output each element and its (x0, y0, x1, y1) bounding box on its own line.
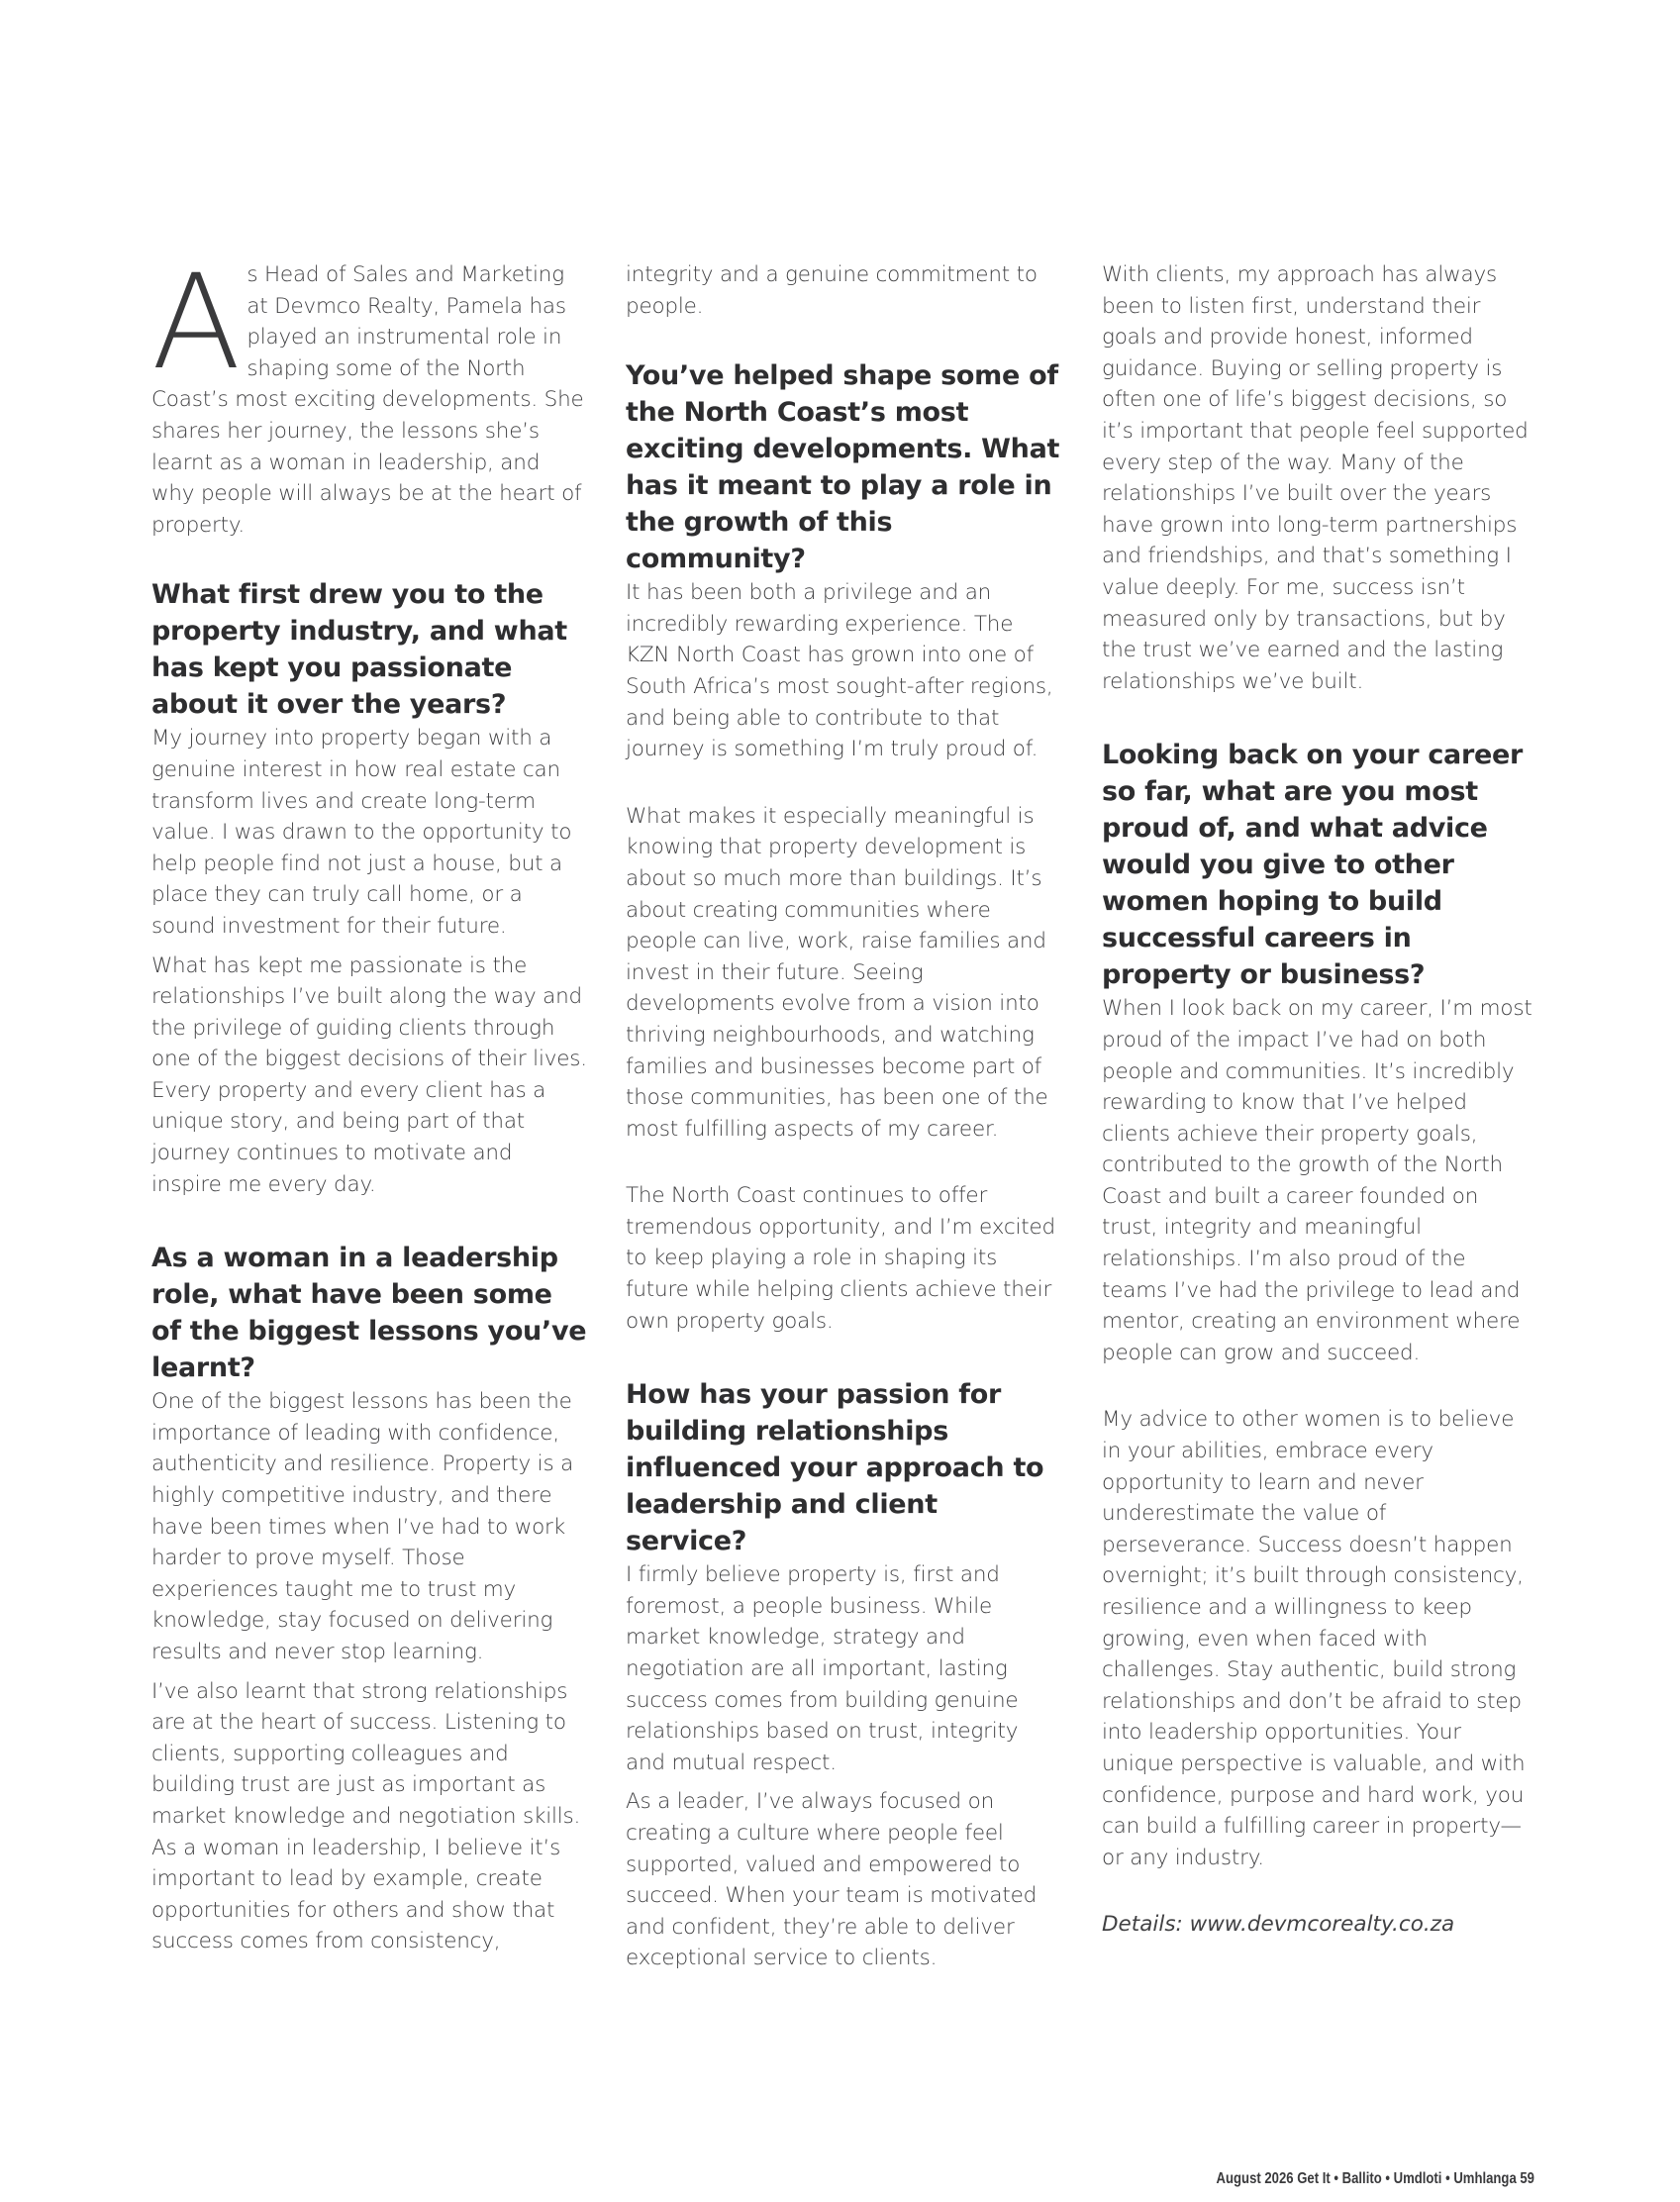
question-4-heading: How has your passion for building relationships influenced your approach to leadership and client service? (626, 1379, 1044, 1557)
intro-text: s Head of Sales and Marketing at Devmco Realty, Pamela has played an instrumental role in shaping some of the North Coast’s most exciting developments. She shares her journey, the lessons she’s learnt as a woman in leadership, and why people will always be at the heart of property. (151, 262, 584, 538)
answer-3-paragraph-3: The North Coast continues to offer tremendous opportunity, and I’m excited to keep playing a role in shaping its future while helping clients achieve their own property goals. (626, 1183, 1055, 1334)
answer-3-paragraph-1: It has been both a privilege and an incredibly rewarding experience. The KZN North Coast has grown into one of South Africa’s most sought-after regions, and being able to contribute to that journey is something I’m truly proud of. (626, 580, 1053, 762)
column-2 (626, 259, 1061, 1982)
answer-2-paragraph-1: One of the biggest lessons has been the importance of leading with confidence, authenticity and resilience. Property is a highly competitive industry, and there have been times when I’ve had to work harder to prove myself. Those experiences taught me to trust my knowledge, stay focused on delivering results and never stop learning. (151, 1389, 574, 1664)
question-1-heading: What first drew you to the property industry, and what has kept you passionate about it over the years? (151, 579, 567, 721)
drop-cap: A (151, 247, 242, 399)
intro-paragraph (151, 247, 587, 541)
answer-5-paragraph-2: My advice to other women is to believe in your abilities, embrace every opportunity to learn and never underestimate the value of perseverance. Success doesn’t happen overnight; it’s built through consistency, resilience and a willingness to keep growing, even when faced with challenges. Stay authentic, build strong relationships and don’t be afraid to step into leadership opportunities. Your unique perspective is valuable, and with confidence, purpose and hard work, you can build a fulfilling career in property—or any industry. (1102, 1407, 1526, 1870)
question-2-heading: As a woman in a leadership role, what have been some of the biggest lessons you’ve learnt? (151, 1243, 587, 1384)
question-3-heading: You’ve helped shape some of the North Coast’s most exciting developments. What has it meant to play a role in the growth of this community? (626, 360, 1060, 575)
column-1 (151, 247, 587, 1965)
answer-3-paragraph-2: What makes it especially meaningful is knowing that property development is about so much more than buildings. It’s about creating communities where people can live, work, raise families and invest in their future. Seeing developments evolve from a vision into thriving neighbourhoods, and watching families and businesses become part of those communities, has been one of the most fulfilling aspects of my career. (626, 803, 1048, 1142)
page-footer: August 2026 Get It • Ballito • Umdloti • Umhlanga 59 (1216, 2170, 1534, 2187)
answer-4-paragraph-2: As a leader, I’ve always focused on creating a culture where people feel supported, valued and empowered to succeed. When your team is motivated and confident, they’re able to deliver exceptional service to clients. (626, 1789, 1038, 1971)
answer-4-paragraph-1: I firmly believe property is, first and foremost, a people business. While market knowledge, strategy and negotiation are all important, lasting success comes from building genuine relationships based on trust, integrity and mutual respect. (626, 1562, 1019, 1775)
answer-1-paragraph-1: My journey into property began with a genuine interest in how real estate can transform lives and create long-term value. I was drawn to the opportunity to help people find not just a house, but a place they can truly call home, or a sound investment for their future. (151, 726, 572, 939)
question-5-heading: Looking back on your career so far, what are you most proud of, and what advice would you give to other women hoping to build successful careers in property or business? (1102, 740, 1524, 991)
answer-2-paragraph-2-part-1: I’ve also learnt that strong relationships are at the heart of success. Listening to clients, supporting colleagues and building trust are just as important as market knowledge and negotiation skills. As a woman in leadership, I believe it’s important to lead by example, create opportunities for others and show that success comes from consistency, (151, 1678, 581, 1954)
answer-1-paragraph-2: What has kept me passionate is the relationships I’ve built along the way and the privilege of guiding clients through one of the biggest decisions of their lives. Every property and every client has a unique story, and being part of that journey continues to motivate and inspire me every day. (151, 952, 587, 1197)
answer-2-paragraph-2-part-2: integrity and a genuine commitment to people. (626, 262, 1038, 319)
column-3 (1102, 259, 1537, 1941)
answer-4-paragraph-3: With clients, my approach has always been to listen first, understand their goals and provide honest, informed guidance. Buying or selling property is often one of life’s biggest decisions, so it’s important that people feel supported every step of the way. Many of the relationships I’ve built over the years have grown into long-term partnerships and friendships, and that’s something I value deeply. For me, success isn’t measured only by transactions, but by the trust we’ve earned and the lasting relationships we’ve built. (1102, 262, 1529, 694)
details-link[interactable]: Details: www.devmcorealty.co.za (1102, 1912, 1455, 1938)
answer-5-paragraph-1: When I look back on my career, I’m most proud of the impact I’ve had on both people and communities. It’s incredibly rewarding to know that I’ve helped clients achieve their property goals, contributed to the growth of the North Coast and built a career founded on trust, integrity and meaningful relationships. I’m also proud of the teams I’ve had the privilege to lead and mentor, creating an environment where people can grow and succeed. (1102, 996, 1532, 1365)
